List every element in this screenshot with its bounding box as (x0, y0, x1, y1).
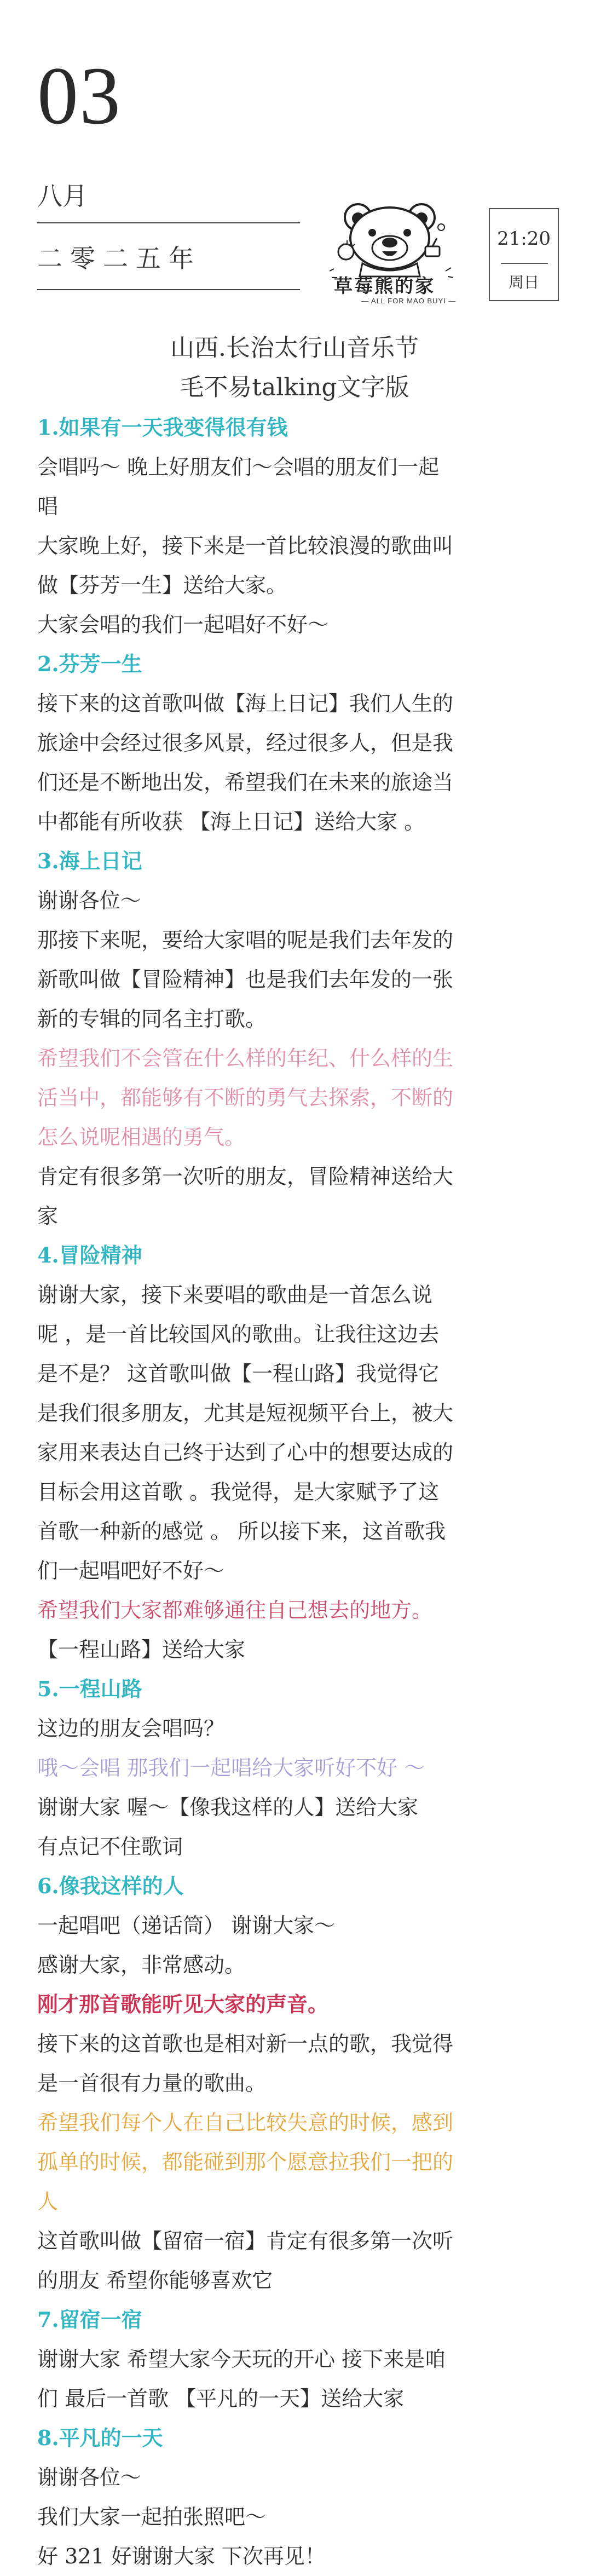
divider (501, 263, 548, 264)
transcript-body (37, 408, 563, 2576)
divider (37, 289, 300, 290)
transcript-line: 怎么说呢相遇的勇气。 (37, 1125, 246, 1149)
transcript-line: 谢谢大家 希望大家今天玩的开心 接下来是咱 (37, 2347, 446, 2371)
transcript-line: 哦～会唱 那我们一起唱给大家听好不好 ～ (37, 1756, 425, 1780)
logo-subtitle: — ALL FOR MAO BUYI — (361, 297, 457, 305)
transcript-line: 希望我们每个人在自己比较失意的时候，感到 (37, 2111, 454, 2135)
transcript-line: 人 (37, 2189, 59, 2214)
time-box (489, 208, 559, 301)
transcript-line: 唱 (37, 494, 59, 518)
transcript-line: 接下来的这首歌也是相对新一点的歌，我觉得 (37, 2032, 454, 2056)
transcript-line: 会唱吗～ 晚上好朋友们～会唱的朋友们一起 (37, 455, 440, 479)
transcript-line: 好 321 好谢谢大家 下次再见！ (37, 2544, 326, 2568)
transcript-line: 那接下来呢，要给大家唱的呢是我们去年发的 (37, 928, 454, 952)
transcript-line: 有点记不住歌词 (37, 1835, 183, 1859)
transcript-line: 旅途中会经过很多风景，经过很多人，但是我 (37, 731, 454, 755)
transcript-line: 谢谢各位～ (37, 889, 142, 913)
divider (37, 222, 300, 223)
transcript-line: 一起唱吧（递话筒） 谢谢大家～ (37, 1914, 336, 1938)
transcript-line: 目标会用这首歌 。我觉得，是大家赋予了这 (37, 1480, 440, 1504)
date-month: 八月 (37, 181, 88, 211)
transcript-line: 们一起唱吧好不好～ (37, 1559, 225, 1583)
title-line-2: 毛不易talking文字版 (180, 373, 409, 401)
transcript-line: 谢谢大家 喔～【像我这样的人】送给大家 (37, 1795, 419, 1819)
transcript-line: 是我们很多朋友，尤其是短视频平台上，被大 (37, 1401, 454, 1425)
weekday: 周日 (508, 273, 539, 291)
transcript-line: 活当中，都能够有不断的勇气去探索，不断的 (37, 1086, 454, 1110)
transcript-line: 大家晚上好，接下来是一首比较浪漫的歌曲叫 (37, 534, 454, 558)
transcript-line: 孤单的时候，都能碰到那个愿意拉我们一把的 (37, 2150, 454, 2174)
transcript-line: 首歌一种新的感觉 。 所以接下来，这首歌我 (37, 1519, 446, 1543)
header (0, 0, 589, 307)
transcript-line: 我们大家一起拍张照吧～ (37, 2505, 267, 2529)
section-heading: 5.一程山路 (37, 1676, 142, 1701)
logo-text: 草莓熊的家 (334, 275, 435, 297)
transcript-line: 做【芬芳一生】送给大家。 (37, 573, 287, 597)
transcript-line: 大家会唱的我们一起唱好不好～ (37, 613, 329, 637)
transcript-line: 家用来表达自己终于达到了心中的想要达成的 (37, 1440, 454, 1465)
transcript-line: 接下来的这首歌叫做【海上日记】我们人生的 (37, 691, 454, 716)
transcript-line: 中都能有所收获 【海上日记】送给大家 。 (37, 810, 425, 834)
transcript-line: 这首歌叫做【留宿一宿】肯定有很多第一次听 (37, 2229, 454, 2253)
transcript-line: 肯定有很多第一次听的朋友，冒险精神送给大 (37, 1165, 454, 1189)
section-heading: 8.平凡的一天 (37, 2425, 163, 2450)
transcript-line: 新的专辑的同名主打歌。 (37, 1007, 267, 1031)
transcript-line: 感谢大家，非常感动。 (37, 1953, 246, 1977)
transcript-line: 谢谢各位～ (37, 2465, 142, 2489)
transcript-line: 们 最后一首歌 【平凡的一天】送给大家 (37, 2387, 405, 2411)
time: 21:20 (497, 228, 551, 250)
section-heading: 4.冒险精神 (37, 1243, 142, 1267)
transcript-line: 谢谢大家，接下来要唱的歌曲是一首怎么说 (37, 1283, 433, 1307)
transcript-line: 的朋友 希望你能够喜欢它 (37, 2268, 273, 2292)
title-line-1: 山西.长治太行山音乐节 (170, 334, 419, 362)
transcript-line: 家 (37, 1204, 59, 1228)
section-heading: 6.像我这样的人 (37, 1874, 184, 1898)
transcript-line: 们还是不断地出发，希望我们在未来的旅途当 (37, 770, 454, 794)
transcript-line: 【一程山路】送给大家 (37, 1638, 246, 1662)
transcript-line: 希望我们大家都难够通往自己想去的地方。 (37, 1598, 433, 1622)
transcript-line: 这边的朋友会唱吗？ (37, 1716, 225, 1741)
transcript-line: 是不是？ 这首歌叫做【一程山路】我觉得它 (37, 1362, 440, 1386)
transcript-line: 呢 ，是一首比较国风的歌曲。让我往这边去 (37, 1322, 440, 1346)
section-heading: 2.芬芳一生 (37, 652, 142, 676)
transcript-line: 是一首很有力量的歌曲。 (37, 2071, 267, 2095)
transcript-line: 新歌叫做【冒险精神】也是我们去年发的一张 (37, 967, 454, 992)
date-year: 二零二五年 (37, 244, 201, 273)
section-heading: 1.如果有一天我变得很有钱 (37, 415, 288, 440)
date-day: 03 (37, 50, 122, 141)
page-title (0, 329, 589, 407)
transcript-line: 希望我们不会管在什么样的年纪、什么样的生 (37, 1046, 454, 1070)
section-heading: 7.留宿一宿 (37, 2307, 142, 2332)
section-heading: 3.海上日记 (37, 849, 142, 873)
transcript-line: 刚才那首歌能听见大家的声音。 (37, 1992, 329, 2016)
